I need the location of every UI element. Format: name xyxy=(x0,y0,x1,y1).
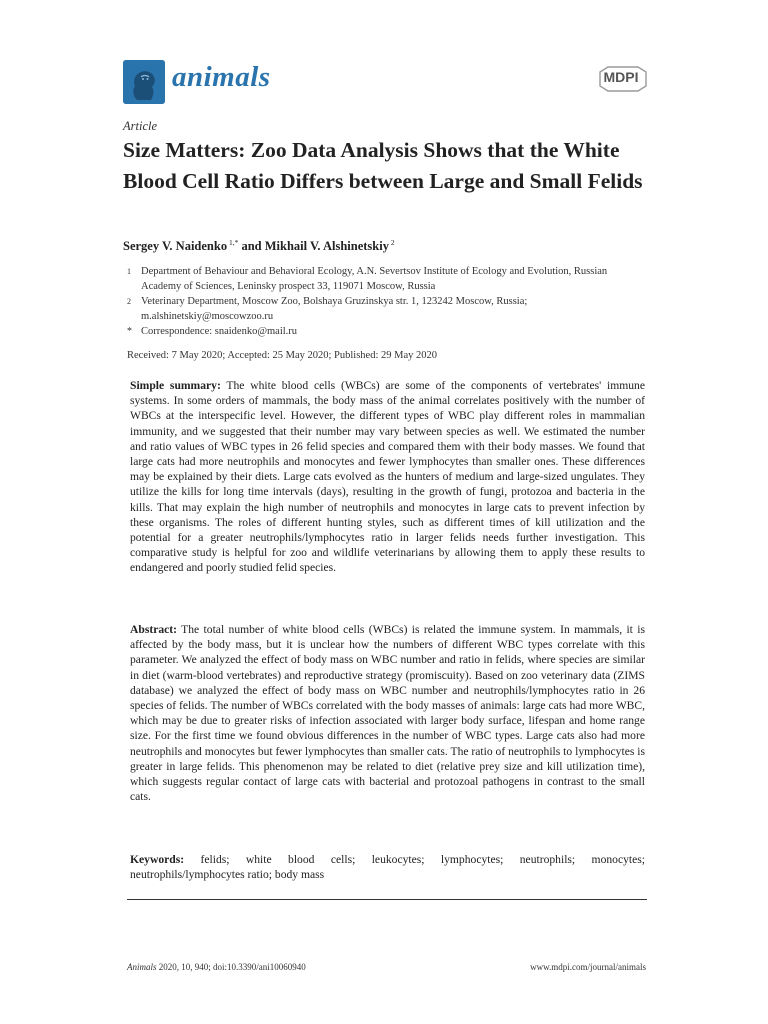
author-affiliation-mark: 1,* xyxy=(228,238,239,247)
affiliation-text: Department of Behaviour and Behavioral Ecology, A.N. Severtsov Institute of Ecology and Evolution, Russian Academy of Sciences, Leninsky prospect 33, 119071 Moscow, Russia xyxy=(141,266,608,292)
summary-label: Simple summary: xyxy=(130,379,221,392)
abstract-label: Abstract: xyxy=(130,623,178,636)
journal-logo-icon xyxy=(123,60,165,104)
correspondence-item xyxy=(127,324,647,339)
affiliation-item xyxy=(127,264,647,294)
keywords-label: Keywords: xyxy=(130,853,185,866)
author-list xyxy=(123,238,395,254)
abstract-text: The total number of white blood cells (WBCs) is related the immune system. In mammals, it is affected by the body mass, but it is unclear how the numbers of different WBC types correlate with this parameter. We analyzed the effect of body mass on WBC number and ratio in felids, where species are similar in diet (warm-blood vertebrates) and reproductive strategy (promiscuity). Based on zoo veterinary data (ZIMS database) we analyzed the effect of body mass on WBC number and neutrophils/lymphocytes ratio in 26 species of felids. The number of WBCs correlated with the body masses of animals: large cats had more WBC, which may be due to greater risks of infection associated with larger body surface, lifespan and home range size. For the first time we found obvious differences in the number of WBC types. Large cats also had more neutrophils and monocytes but fewer lymphocytes than smaller cats. The ratio of neutrophils to lymphocytes is greater in large felids. This phenomenon may be related to diet (relative prey size and kill utilization time), which suggests regular contact of large cats with bacterial and protozoal pathogens in contrast to the small cats. xyxy=(130,623,645,804)
abstract xyxy=(130,622,645,804)
keywords xyxy=(130,852,645,882)
journal-name: animals xyxy=(172,61,271,93)
author-joiner: and xyxy=(238,239,265,254)
author-name: Mikhail V. Alshinetskiy xyxy=(264,239,389,254)
affiliation-list xyxy=(127,264,647,339)
author-affiliation-mark: 2 xyxy=(390,238,395,247)
divider xyxy=(127,899,647,900)
paper-title: Size Matters: Zoo Data Analysis Shows that the White Blood Cell Ratio Differs between Large and Small Felids xyxy=(123,138,643,193)
correspondence-text: Correspondence: snaidenko@mail.ru xyxy=(141,326,298,337)
summary-text: The white blood cells (WBCs) are some of the components of vertebrates' immune systems. In some orders of mammals, the body mass of the animal correlates positively with the number of WBCs at the interspecific level. However, the different types of WBC play different roles in mammalian immunity, and we suggested that their number may vary between species as well. We estimated the number and ratio values of WBC types in 26 felid species and compared them with their body masses. We found that large cats had more neutrophils and monocytes and fewer lymphocytes than smaller ones. These differences may be explained by their diets. Large cats evolved as the hunters of medium and large-sized ungulates. They utilize the kills for long time intervals (days), resulting in the growth of fungi, protozoa and bacteria in the kills. That may explain the high number of neutrophils and monocytes in large cats to prevent infection by these organisms. The roles of different hunting styles, such as different times of kill utilization and the potential for a greater neutrophils/lymphocytes ratio in larger felids needs further investigation. This comparative study is helpful for zoo and wildlife veterinarians by allowing them to apply these results to endangered and poorly studied felid species. xyxy=(130,379,645,575)
keywords-text: felids; white blood cells; leukocytes; lymphocytes; neutrophils; monocytes; neutrophils/lymphocytes ratio; body mass xyxy=(130,853,645,882)
affiliation-mark: 2 xyxy=(127,297,131,306)
author-name: Sergey V. Naidenko xyxy=(123,239,228,254)
simple-summary xyxy=(130,378,645,576)
publisher-name: MDPI xyxy=(603,69,639,85)
affiliation-mark: 1 xyxy=(127,267,131,276)
footer-citation-text: 2020, 10, 940; doi:10.3390/ani10060940 xyxy=(156,962,306,972)
footer-citation xyxy=(127,962,306,972)
correspondence-mark: * xyxy=(127,326,132,337)
affiliation-text: Veterinary Department, Moscow Zoo, Bolshaya Gruzinskya str. 1, 123242 Moscow, Russia; m.alshinetskiy@moscowzoo.ru xyxy=(141,296,528,322)
footer-website-link[interactable]: www.mdpi.com/journal/animals xyxy=(530,962,646,972)
article-type: Article xyxy=(123,119,158,133)
affiliation-item xyxy=(127,294,647,324)
publication-dates: Received: 7 May 2020; Accepted: 25 May 2020; Published: 29 May 2020 xyxy=(127,350,437,361)
footer-journal: Animals xyxy=(127,962,157,972)
publisher-logo xyxy=(594,66,648,92)
